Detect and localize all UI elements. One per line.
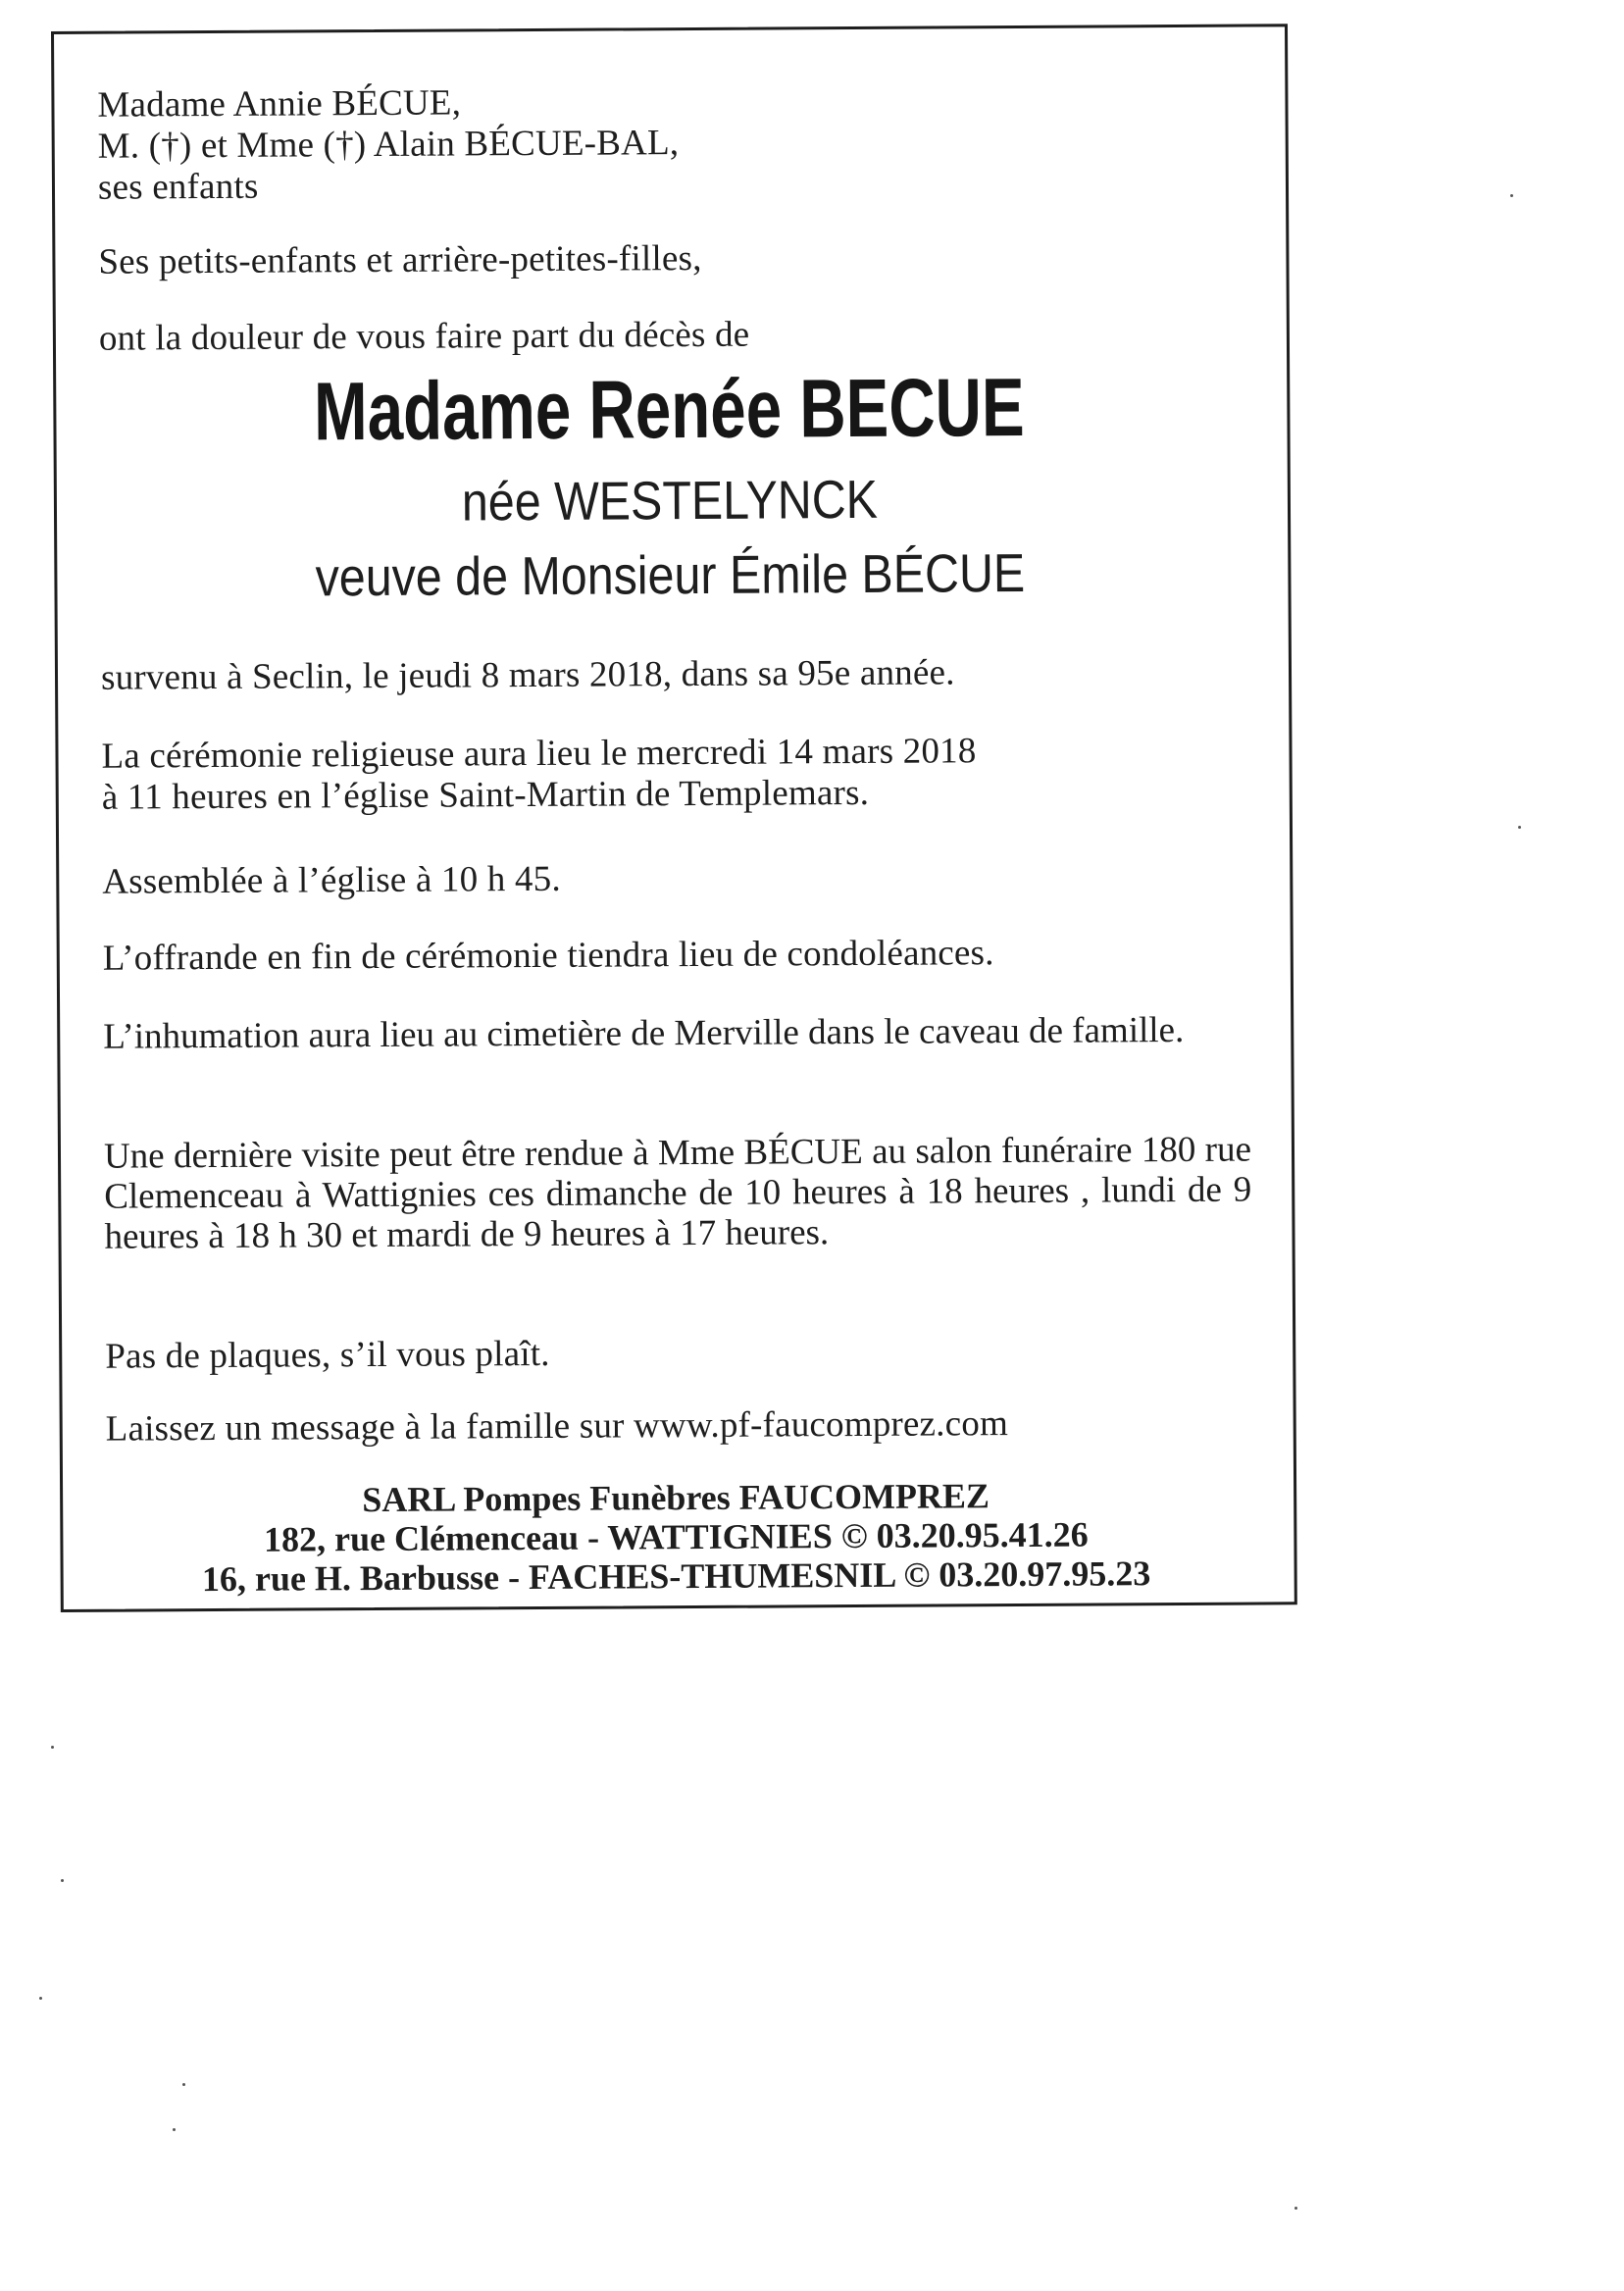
scan-speck <box>1510 194 1513 197</box>
scan-speck <box>182 2083 185 2086</box>
funeral-home-address-1: 182, rue Clémenceau - WATTIGNIES © 03.20.95.41.26 <box>263 1514 1089 1559</box>
assembly-line: Assemblée à l’église à 10 h 45. <box>102 858 561 902</box>
ceremony-line-1: La cérémonie religieuse aura lieu le mercredi 14 mars 2018 <box>101 731 977 777</box>
funeral-home-address-2: 16, rue H. Barbusse - FACHES-THUMESNIL © 03.20.97.95.23 <box>201 1553 1151 1600</box>
scan-speck <box>61 1879 64 1882</box>
visit-paragraph: Une dernière visite peut être rendue à Mme BÉCUE au salon funéraire 180 rue Clemenceau à Wattignies ces dimanche de 10 heures à 18 heures , lundi de 9 heures à 18 h 30 et mardi de 9 heures à 17 heures. <box>103 1129 1252 1257</box>
message-line: Laissez un message à la famille sur www.pf-faucomprez.com <box>105 1403 1009 1450</box>
ceremony-line-2: à 11 heures en l’église Saint-Martin de Templemars. <box>101 772 870 818</box>
widow-of: veuve de Monsieur Émile BÉCUE <box>315 541 1026 608</box>
scan-speck <box>39 1997 42 2000</box>
grandchildren-line: Ses petits-enfants et arrière-petites-filles, <box>98 237 702 282</box>
announcement-line: ont la douleur de vous faire part du décès de <box>98 314 750 359</box>
death-details: survenu à Seclin, le jeudi 8 mars 2018, dans sa 95e année. <box>100 652 955 698</box>
deceased-name: Madame Renée BECUE <box>313 360 1025 458</box>
family-line-1: Madame Annie BÉCUE, <box>97 82 462 126</box>
scan-speck <box>173 2128 176 2131</box>
scan-speck <box>1518 826 1521 829</box>
burial-paragraph: L’inhumation aura lieu au cimetière de Merville dans le caveau de famille. <box>103 1009 1185 1057</box>
funeral-home-name: SARL Pompes Funèbres FAUCOMPREZ <box>362 1476 990 1520</box>
scan-speck <box>51 1746 54 1749</box>
family-line-3: ses enfants <box>97 166 259 208</box>
plaques-line: Pas de plaques, s’il vous plaît. <box>105 1333 550 1377</box>
scan-speck <box>1294 2207 1297 2210</box>
family-line-2: M. (†) et Mme (†) Alain BÉCUE-BAL, <box>97 123 680 167</box>
death-notice <box>51 24 1297 1612</box>
maiden-name: née WESTELYNCK <box>461 468 879 533</box>
offering-line: L’offrande en fin de cérémonie tiendra lieu de condoléances. <box>102 933 994 979</box>
